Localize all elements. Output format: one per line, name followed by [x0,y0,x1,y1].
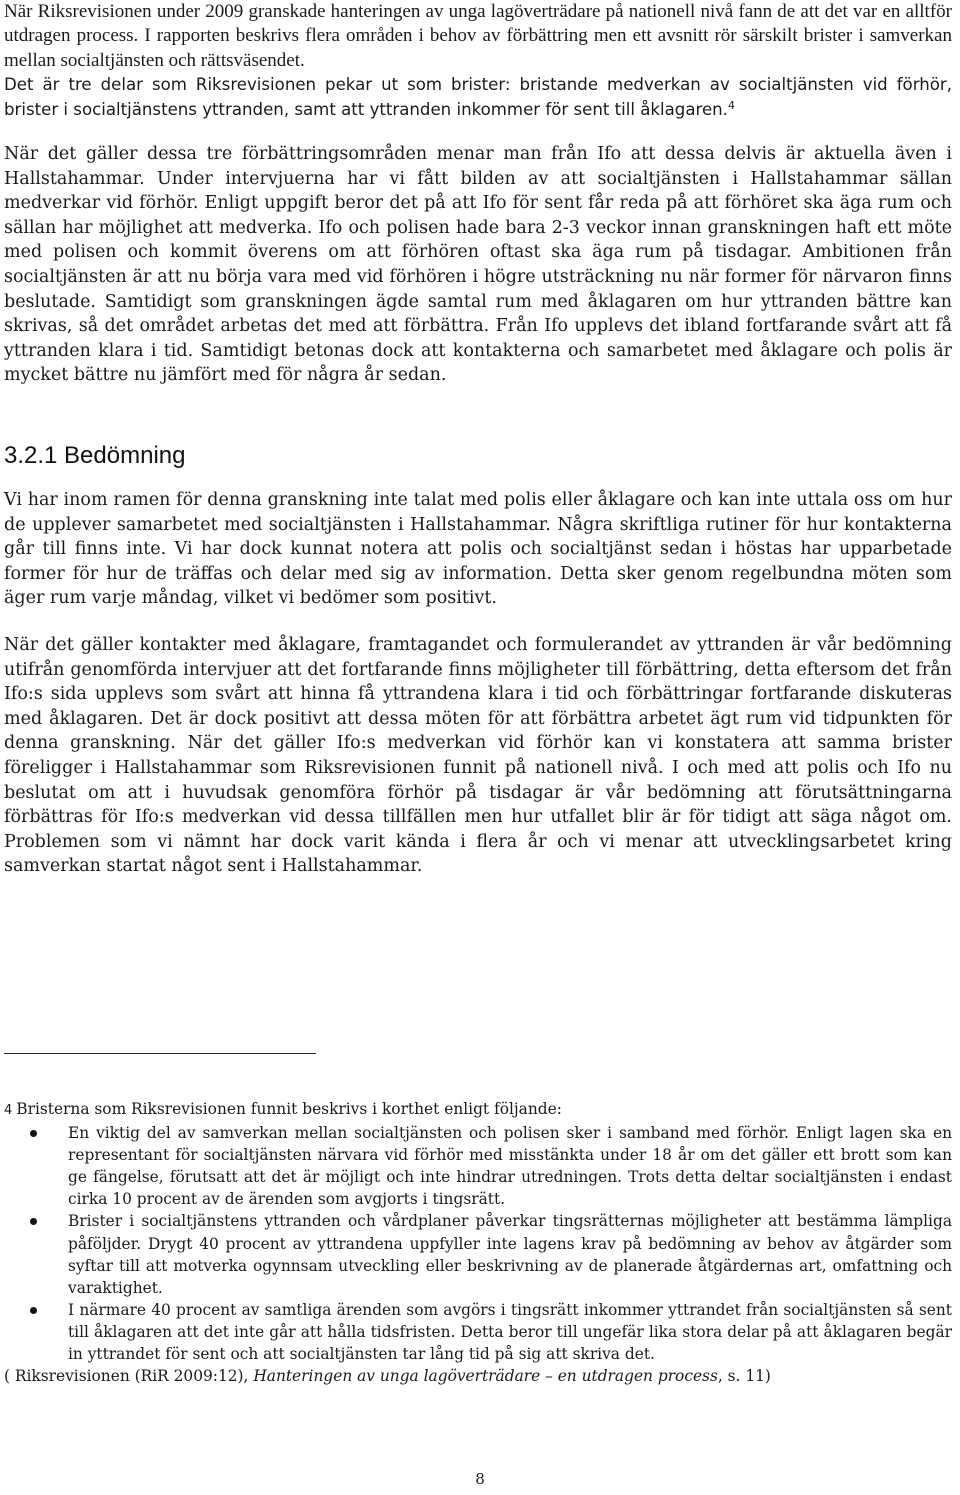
footnote-intro-text: Bristerna som Riksrevisionen funnit beskrivs i korthet enligt följande: [16,1100,562,1118]
paragraph-deficiencies [4,73,952,122]
footnote-source [4,1365,952,1387]
source-title: Hanteringen av unga lagöverträdare – en utdragen process [253,1367,718,1386]
footnote-list-item-text: En viktig del av samverkan mellan socialtjänsten och polisen sker i samband med förhör. Enligt lagen ska en representant för socialtjänsten närvara vid förhör med misstänkta under 18 år om det gäller ett brott som kan ge fängelse, förutsatt att det är möjligt och inte hindrar utredningen. Trots detta deltar socialtjänsten i endast cirka 10 procent av de ärenden som avgjorts i tingsrätt. [68,1124,952,1209]
paragraph-assessment-2: När det gäller kontakter med åklagare, framtagandet och formulerandet av yttranden är vår bedömning utifrån genomförda intervjuer att det fortfarande finns möjligheter till förbättring, detta eftersom det från Ifo:s sida upplevs som svårt att hinna få yttrandena klara i tid och förbättringar fortfarande diskuteras med åklagaren. Det är dock positivt att dessa möten för att förbättra arbetet ägt rum vid tidpunkten för denna granskning. När det gäller Ifo:s medverkan vid förhör kan vi konstatera att samma brister föreligger i Hallstahammar som Riksrevisionen funnit på nationell nivå. I och med att polis och Ifo nu beslutat om att i huvudsak genomföra förhör på tisdagar är vår bedömning att förutsättningarna förbättras för Ifo:s medverkan vid dessa tillfällen men hur utfallet blir är för tidigt att säga något om. Problemen som vi nämnt har dock varit kända i flera år och vi menar att utvecklingsarbetet kring samverkan startat något sent i Hallstahammar. [4,634,952,877]
footnote [4,1098,952,1387]
paragraph-intro: När Riksrevisionen under 2009 granskade hanteringen av unga lagöverträdare på nationell nivå fann de att det var en alltför utdragen process. I rapporten beskrivs flera områden i behov av förbättring men ett avsnitt rör särskilt brister i samverkan mellan socialtjänsten och rättsväsendet. [4,1,952,71]
footnote-reference[interactable]: 4 [727,98,735,112]
footnote-list-item [4,1122,952,1210]
footnote-list-item [4,1299,952,1365]
bullet-icon [30,1130,37,1137]
paragraph-improvement-areas: När det gäller dessa tre förbättringsområden menar man från Ifo att dessa delvis är aktuella även i Hallstahammar. Under intervjuerna har vi fått bilden av att socialtjänsten i Hallstahammar sällan medverkar vid förhör. Enligt uppgift beror det på att Ifo för sent får reda på att förhöret ska äga rum och sällan har möjlighet att medverka. Ifo och polisen hade bara 2-3 veckor innan granskningen haft ett möte med polisen och kommit överens om att förhören oftast ska äga rum på tisdagar. Ambitionen från socialtjänsten är att nu börja vara med vid förhören i högre utsträckning nu när former för närvaron finns beslutade. Samtidigt som granskningen ägde samtal rum med åklagaren om hur yttranden bättre kan skrivas, så det området arbetas det med att förbättra. Från Ifo upplevs det ibland fortfarande svårt att få yttranden klara i tid. Samtidigt betonas dock att kontakterna och samarbetet med åklagare och polis är mycket bättre nu jämfört med för några år sedan. [4,144,952,386]
footnote-list-item-text: Brister i socialtjänstens yttranden och vårdplaner påverkar tingsrätternas möjligheter att bestämma lämpliga påföljder. Drygt 40 procent av yttrandena uppfyller inte lagens krav på bedömning av behov av åtgärder som syftar till att motverka ogynnsam utveckling eller beskrivning av de planerade åtgärdernas art, omfattning och varaktighet. [68,1212,952,1297]
source-suffix: , s. 11) [717,1367,771,1386]
section-heading: 3.2.1 Bedömning [4,441,186,469]
bullet-icon [30,1307,37,1314]
source-prefix: ( Riksrevisionen (RiR 2009:12), [4,1367,254,1386]
footnote-intro [4,1098,952,1122]
page-number: 8 [475,1470,485,1488]
paragraph-assessment-1: Vi har inom ramen för denna granskning inte talat med polis eller åklagare och kan inte uttala oss om hur de upplever samarbetet med socialtjänsten i Hallstahammar. Några skriftliga rutiner för hur kontakterna går till finns inte. Vi har dock kunnat notera att polis och socialtjänst sedan i höstas har upparbetade former för hur de träffas och delar med sig av information. Detta sker genom regelbundna möten som äger rum varje måndag, vilket vi bedömer som positivt. [4,489,952,609]
paragraph-deficiencies-text: Det är tre delar som Riksrevisionen pekar ut som brister: bristande medverkan av socialtjänsten vid förhör, brister i socialtjänstens yttranden, samt att yttranden inkommer för sent till åklagaren. [4,75,952,119]
footnote-list-item [4,1210,952,1298]
footnote-list [4,1122,952,1365]
footnote-number: 4 [4,1103,13,1118]
footnote-separator [4,1053,316,1054]
document-page [4,0,952,879]
footnote-list-item-text: I närmare 40 procent av samtliga ärenden som avgörs i tingsrätt inkommer yttrandet från socialtjänsten så sent till åklagaren att det inte går att hålla tidsfristen. Detta beror till ungefär lika stora delar på att åklagaren begär in yttrandet för sent och att socialtjänsten tar lång tid på sig att skriva det. [68,1300,952,1364]
bullet-icon [30,1218,37,1225]
